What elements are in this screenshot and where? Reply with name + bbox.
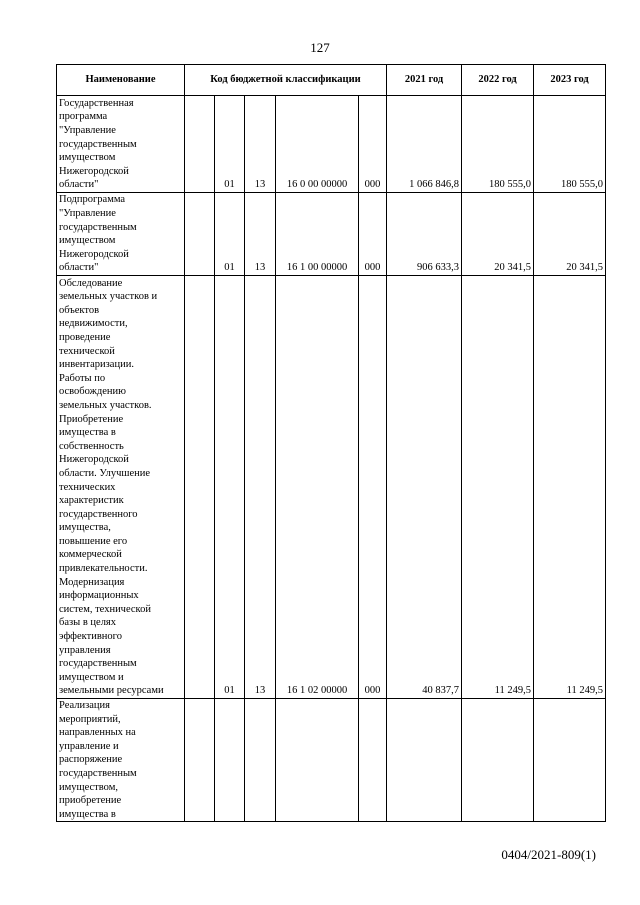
table-header-row xyxy=(57,65,606,96)
row-2021 xyxy=(387,699,462,822)
row-name: Обследование земельных участков и объектов недвижимости, проведение технической инвентаризации. Работы по освобождению земельных участков. Приобретение имущества в собственность Нижегородской области. Улучшение технических характеристик государственного имущества, повышение его коммерческой привлекательности. Модернизация информационных систем, технической базы в целях эффективного управления государственным имуществом и земельными ресурсами xyxy=(57,276,185,699)
row-section xyxy=(215,699,245,822)
row-subsection xyxy=(245,699,276,822)
table-row xyxy=(57,699,606,822)
row-2023 xyxy=(534,699,606,822)
row-target-article: 16 1 02 00000 xyxy=(276,276,359,699)
table-row xyxy=(57,96,606,193)
row-2021: 1 066 846,8 xyxy=(387,96,462,193)
row-subsection: 13 xyxy=(245,96,276,193)
header-2021: 2021 год xyxy=(387,65,462,96)
row-section: 01 xyxy=(215,193,245,276)
row-target-article: 16 1 00 00000 xyxy=(276,193,359,276)
budget-table xyxy=(56,64,606,822)
page-number: 127 xyxy=(310,40,330,55)
header-2023: 2023 год xyxy=(534,65,606,96)
row-name: Подпрограмма "Управление государственным имуществом Нижегородской области" xyxy=(57,193,185,276)
table-row xyxy=(57,276,606,699)
row-2022: 180 555,0 xyxy=(462,96,534,193)
table-row xyxy=(57,193,606,276)
row-blank xyxy=(185,193,215,276)
row-blank xyxy=(185,699,215,822)
row-2022: 20 341,5 xyxy=(462,193,534,276)
row-blank xyxy=(185,276,215,699)
row-2023: 180 555,0 xyxy=(534,96,606,193)
row-target-article: 16 0 00 00000 xyxy=(276,96,359,193)
row-2023: 20 341,5 xyxy=(534,193,606,276)
header-name: Наименование xyxy=(57,65,185,96)
row-expense-type xyxy=(359,699,387,822)
document-registration-code: 0404/2021-809(1) xyxy=(501,847,596,862)
row-name: Государственная программа "Управление государственным имуществом Нижегородской области" xyxy=(57,96,185,193)
row-target-article xyxy=(276,699,359,822)
row-section: 01 xyxy=(215,276,245,699)
header-code: Код бюджетной классификации xyxy=(185,65,387,96)
row-2022 xyxy=(462,699,534,822)
row-2023: 11 249,5 xyxy=(534,276,606,699)
row-2021: 40 837,7 xyxy=(387,276,462,699)
row-blank xyxy=(185,96,215,193)
header-2022: 2022 год xyxy=(462,65,534,96)
row-subsection: 13 xyxy=(245,193,276,276)
row-2021: 906 633,3 xyxy=(387,193,462,276)
row-subsection: 13 xyxy=(245,276,276,699)
row-name: Реализация мероприятий, направленных на управление и распоряжение государственным имуществом, приобретение имущества в xyxy=(57,699,185,822)
row-expense-type: 000 xyxy=(359,193,387,276)
row-2022: 11 249,5 xyxy=(462,276,534,699)
row-section: 01 xyxy=(215,96,245,193)
row-expense-type: 000 xyxy=(359,276,387,699)
row-expense-type: 000 xyxy=(359,96,387,193)
